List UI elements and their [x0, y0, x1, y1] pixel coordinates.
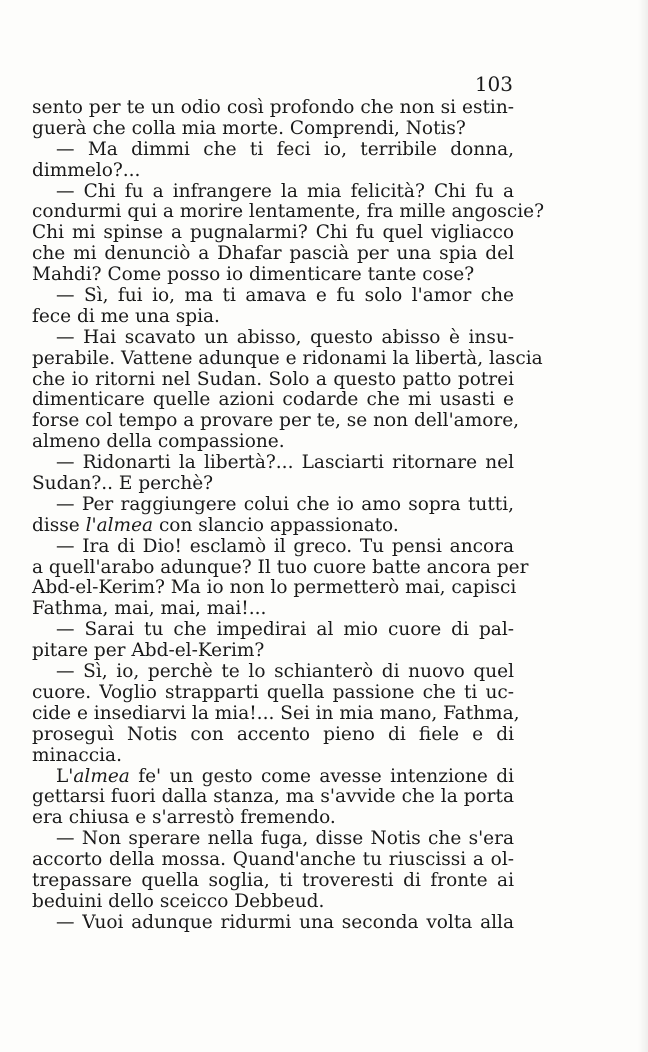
- text-line: che mi denunciò a Dhafar pascià per una spia del: [32, 243, 514, 265]
- text-line: — Chi fu a infrangere la mia felicità? Chi fu a: [56, 180, 514, 202]
- text-line: — Ridonarti la libertà?... Lasciarti ritornare nel: [56, 452, 514, 474]
- text-line: gettarsi fuori dalla stanza, ma s'avvide che la porta: [32, 786, 514, 808]
- text-line: Fathma, mai, mai, mai!...: [32, 598, 267, 620]
- text-line: cide e insediarvi la mia!... Sei in mia mano, Fathma,: [32, 702, 520, 724]
- text-line: — Ma dimmi che ti feci io, terribile donna,: [56, 138, 514, 160]
- text-line: [32, 516, 514, 537]
- text-line: sento per te un odio così profondo che non si estin-: [32, 97, 514, 118]
- text-line: beduini dello sceicco Debbeud.: [32, 890, 325, 912]
- text-line: Mahdi? Come posso io dimenticare tante cose?: [32, 264, 475, 286]
- text-line: minaccia.: [32, 744, 122, 766]
- text-line: — Sì, fui io, ma ti amava e fu solo l'amor che: [56, 285, 514, 307]
- text-line: a quell'arabo adunque? Il tuo cuore batte ancora per: [32, 556, 529, 578]
- text-line: perabile. Vattene adunque e ridonami la libertà, lascia: [32, 347, 543, 369]
- text-line: dimmelo?...: [32, 159, 141, 181]
- text-span: L': [56, 765, 74, 787]
- text-line: dimenticare quelle azioni codarde che mi usasti e: [32, 389, 514, 411]
- text-line: Abd-el-Kerim? Ma io non lo permetterò mai, capisci: [32, 577, 517, 599]
- text-line: — Sarai tu che impedirai al mio cuore di pal-: [56, 619, 514, 641]
- text-line: — Ira di Dio! esclamò il greco. Tu pensi ancora: [56, 535, 514, 557]
- text-line: — Per raggiungere colui che io amo sopra tutti,: [56, 493, 514, 515]
- text-span: fe' un gesto come avesse intenzione di: [129, 765, 514, 787]
- italic-word: l'almea: [85, 514, 154, 536]
- text-line: — Vuoi adunque ridurmi una seconda volta alla: [56, 911, 514, 933]
- italic-word: almea: [73, 765, 130, 787]
- page-edge-shadow: [638, 0, 648, 1052]
- text-line: forse col tempo a provare per te, se non dell'amore,: [32, 410, 520, 432]
- text-span: con slancio appassionato.: [153, 514, 399, 536]
- text-line: — Non sperare nella fuga, disse Notis che s'era: [56, 828, 514, 850]
- page-number: 103: [474, 72, 513, 96]
- text-line: — Sì, io, perchè te lo schianterò di nuovo quel: [56, 661, 514, 683]
- text-line: proseguì Notis con accento pieno di fiele e di: [32, 723, 514, 745]
- text-line: condurmi qui a morire lentamente, fra mille angoscie?: [32, 201, 545, 223]
- text-line: fece di me una spia.: [32, 305, 220, 327]
- text-line: che io ritorni nel Sudan. Solo a questo patto potrei: [32, 368, 514, 390]
- text-line: almeno della compassione.: [32, 431, 285, 453]
- text-line: era chiusa e s'arrestò fremendo.: [32, 807, 336, 829]
- text-line: pitare per Abd-el-Kerim?: [32, 640, 265, 662]
- text-line: — Hai scavato un abisso, questo abisso è insu-: [56, 326, 514, 348]
- text-line: cuore. Voglio strapparti quella passione che ti uc-: [32, 681, 514, 703]
- text-line: Sudan?.. E perchè?: [32, 473, 214, 495]
- text-line: accorto della mossa. Quand'anche tu riuscissi a ol-: [32, 849, 514, 871]
- body-text: [32, 97, 545, 934]
- text-line: trepassare quella soglia, ti troveresti di fronte ai: [32, 869, 514, 891]
- text-line: guerà che colla mia morte. Comprendi, Notis?: [32, 117, 466, 139]
- text-line: [32, 767, 514, 788]
- text-span: disse: [32, 514, 86, 536]
- text-line: Chi mi spinse a pugnalarmi? Chi fu quel vigliacco: [32, 222, 514, 244]
